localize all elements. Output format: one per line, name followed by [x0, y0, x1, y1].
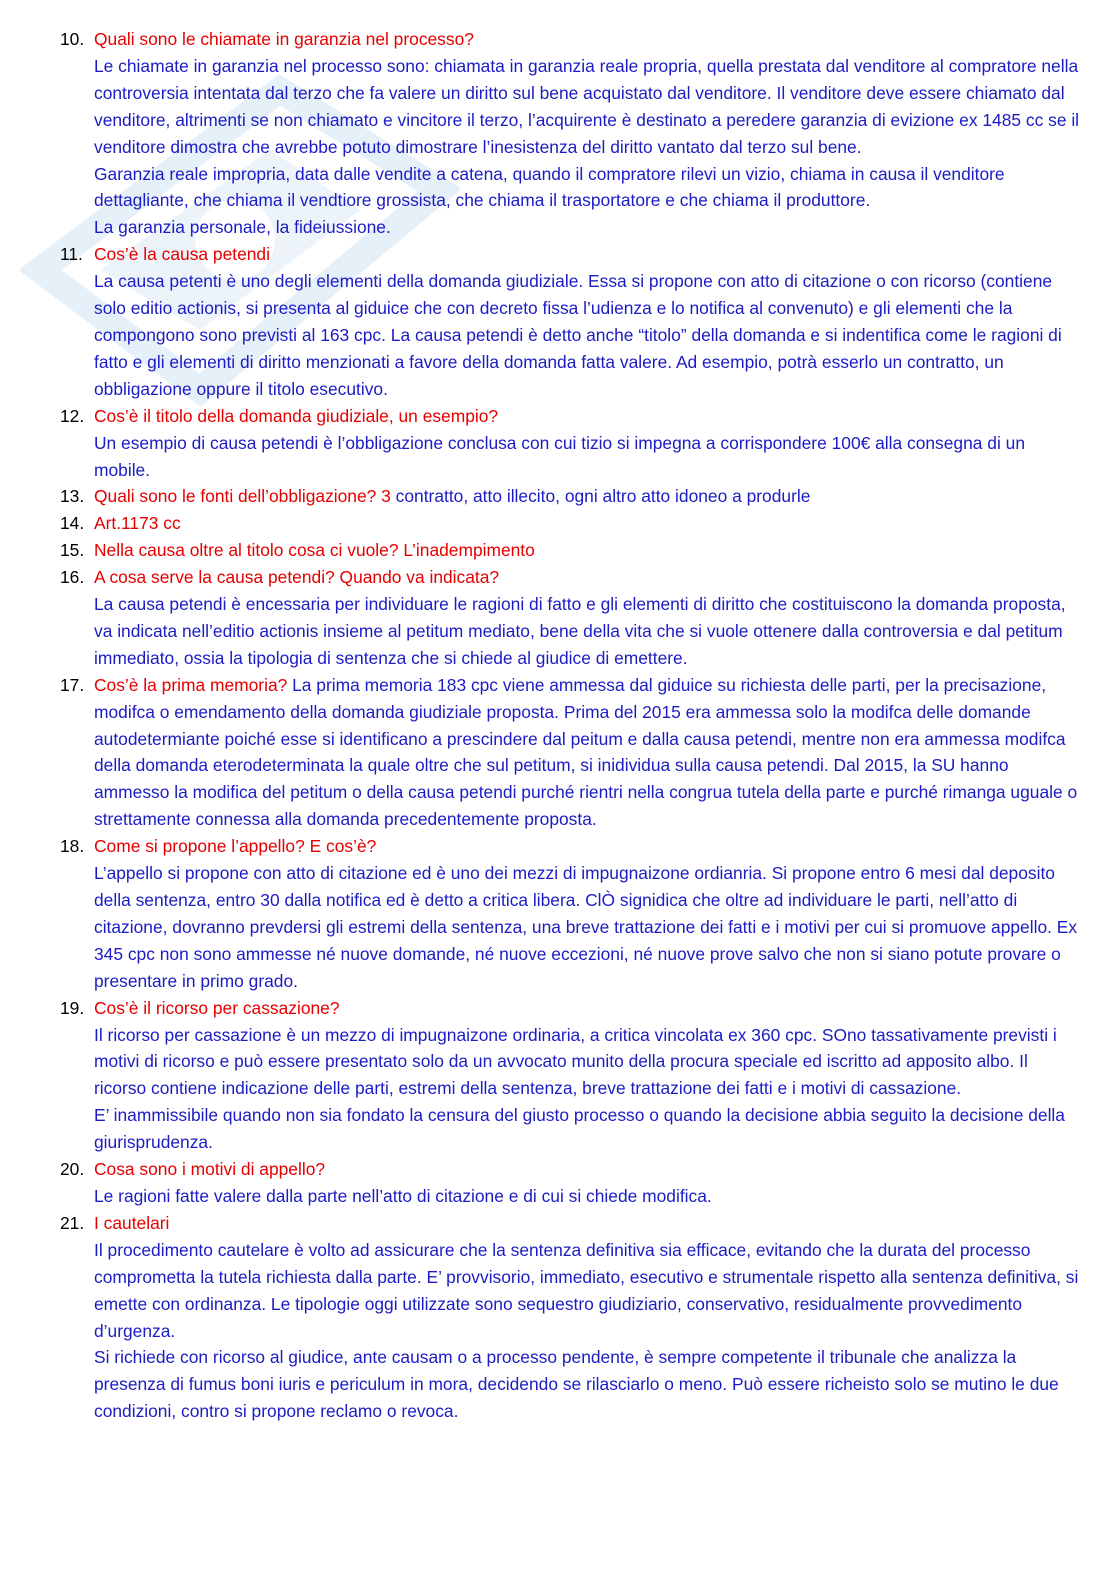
item-answer: Il ricorso per cassazione è un mezzo di impugnaizone ordinaria, a critica vincolata ex 360 cpc. SOno tassativamente previsti i motivi di ricorso e può essere presentato solo da un avvocato munito della procura speciale ed iscritto ad apposito albo. Il ricorso contiene indicazione delle parti, estremi della sentenza, breve trattazione dei fatti e i motivi di cassazione.	[94, 1024, 1057, 1099]
list-item	[60, 26, 1084, 241]
item-question: Cos’è la causa petendi	[94, 244, 270, 265]
list-item	[60, 1210, 1084, 1425]
item-question: Cos’è il ricorso per cassazione?	[94, 997, 340, 1018]
item-answer: Un esempio di causa petendi è l’obbligazione conclusa con cui tizio si impegna a corrispondere 100€ alla consegna di un mobile.	[94, 432, 1025, 480]
item-answer: E’ inammissibile quando non sia fondato la censura del giusto processo o quando la decisione abbia seguito la decisione della giurisprudenza.	[94, 1105, 1065, 1153]
item-answer: Si richiede con ricorso al giudice, ante causam o a processo pendente, è sempre competente il tribunale che analizza la presenza di fumus boni iuris e periculum in mora, decidendo se rilasciarlo o meno. Può essere richeisto solo se mutino le due condizioni, contro si propone reclamo o revoca.	[94, 1347, 1059, 1422]
item-number: 17.	[60, 674, 85, 695]
item-question: A cosa serve la causa petendi? Quando va indicata?	[94, 567, 500, 588]
list-item	[60, 564, 1084, 672]
item-answer-inline: La prima memoria 183 cpc viene ammessa dal giduice su richiesta delle parti, per la precisazione, modifca o emendamento della domanda giudiziale proposta. Prima del 2015 era ammessa solo la modifca delle domande autodetermiante poiché esse si identificano a prescindere dal peitum e dalla causa petendi, mentre non era ammessa modifca della domanda eterodeterminata la quale oltre che sul petitum, si inidividua sulla causa petendi. Dal 2015, la SU hanno ammesso la modifica del petitum o della causa petendi purché rientri nella congrua tutela della parte e purché rimanga uguale o strettamente connessa alla domanda precedentemente proposta.	[94, 674, 1078, 830]
list-item	[60, 1156, 1084, 1210]
item-number: 21.	[60, 1212, 85, 1233]
list-item	[60, 537, 1084, 564]
item-number: 19.	[60, 997, 85, 1018]
item-answer: L’appello si propone con atto di citazione ed è uno dei mezzi di impugnaizone ordianria. Si propone entro 6 mesi dal deposito della sentenza, entro 30 dalla notifica ed è detto a critica libera. ClÒ signidica che oltre ad individuare le parti, nell’atto di citazione, dovranno prevdersi gli estremi della sentenza, una breve trattazione dei fatti e i motivi per cui si promuove appello. Ex 345 cpc non sono ammesse né nuove domande, né nuove eccezioni, né nuove prove salvo che non si siano potute provare o presentare in primo grado.	[94, 863, 1078, 991]
item-question: Cos’è il titolo della domanda giudiziale, un esempio?	[94, 405, 499, 426]
list-item	[60, 672, 1084, 833]
item-question: Art.1173 cc	[94, 513, 181, 534]
item-number: 13.	[60, 486, 85, 507]
item-question: Quali sono le fonti dell’obbligazione? 3	[94, 486, 391, 507]
list-item	[60, 833, 1084, 994]
list-item	[60, 241, 1084, 402]
item-number: 11.	[60, 244, 83, 265]
item-number: 15.	[60, 540, 85, 561]
item-question: Cos’è la prima memoria?	[94, 674, 288, 695]
item-answer: La garanzia personale, la fideiussione.	[94, 217, 391, 238]
item-answer: Le chiamate in garanzia nel processo sono: chiamata in garanzia reale propria, quella prestata dal venditore al compratore nella controversia intentata dal terzo che fa valere un diritto sul bene acquistato dal venditore. Il venditore deve essere chiamato dal venditore, altrimenti se non chiamato e vincitore il terzo, l’acquirente è destinato a peredere garanzia di evizione ex 1485 cc se il venditore dimostra che avrebbe potuto dimostrare l’inesistenza del diritto vantato dal terzo sul bene.	[94, 55, 1080, 157]
item-answer: Garanzia reale impropria, data dalle vendite a catena, quando il compratore rilevi un vizio, chiama in causa il venditore dettagliante, che chiama il vendtiore grossista, che chiama il trasportatore e che chiama il produttore.	[94, 163, 1005, 211]
item-question: Come si propone l’appello? E cos’è?	[94, 836, 377, 857]
item-number: 10.	[60, 29, 85, 49]
item-number: 14.	[60, 513, 85, 534]
item-answer: Le ragioni fatte valere dalla parte nell’atto di citazione e di cui si chiede modifica.	[94, 1185, 712, 1206]
item-answer: La causa petenti è uno degli elementi della domanda giudiziale. Essa si propone con atto di citazione o con ricorso (contiene solo editio actionis, si presenta al giduice che con decreto fissa l’udienza e lo notifica al convenuto) e gli elementi che la compongono sono previsti al 163 cpc. La causa petendi è detto anche “titolo” della domanda e si indentifica come le ragioni di fatto e gli elementi di diritto menzionati a favore della domanda fatta valere. Ad esempio, potrà esserlo un contratto, un obbligazione oppure il titolo esecutivo.	[94, 271, 1062, 399]
list-item	[60, 403, 1084, 484]
item-question: I cautelari	[94, 1212, 170, 1233]
item-answer: La causa petendi è encessaria per individuare le ragioni di fatto e gli elementi di diritto che costituiscono la domanda proposta, va indicata nell’editio actionis insieme al petitum mediato, bene della vita che si vuole ottenere dalla controversia e dal petitum immediato, ossia la tipologia di sentenza che si chiede al giudice di emettere.	[94, 594, 1066, 668]
item-number: 20.	[60, 1159, 85, 1180]
item-question: Cosa sono i motivi di appello?	[94, 1159, 326, 1180]
item-answer: Il procedimento cautelare è volto ad assicurare che la sentenza definitiva sia efficace, evitando che la durata del processo comprometta la tutela richiesta dalla parte. E’ provvisorio, immediato, esecutivo e strumentale rispetto alla sentenza definitiva, si emette con ordinanza. Le tipologie oggi utilizzate sono sequestro giudiziario, conservativo, residualmente provvedimento d’urgenza.	[94, 1239, 1079, 1341]
list-item	[60, 483, 1084, 510]
item-number: 12.	[60, 405, 85, 426]
item-number: 16.	[60, 567, 85, 588]
document-page	[60, 26, 1084, 1425]
item-question: Quali sono le chiamate in garanzia nel processo?	[94, 29, 474, 49]
list-item	[60, 510, 1084, 537]
list-item	[60, 995, 1084, 1156]
item-number: 18.	[60, 836, 85, 857]
item-question: Nella causa oltre al titolo cosa ci vuole? L’inadempimento	[94, 540, 535, 561]
item-answer-inline: contratto, atto illecito, ogni altro atto idoneo a produrle	[390, 486, 811, 507]
